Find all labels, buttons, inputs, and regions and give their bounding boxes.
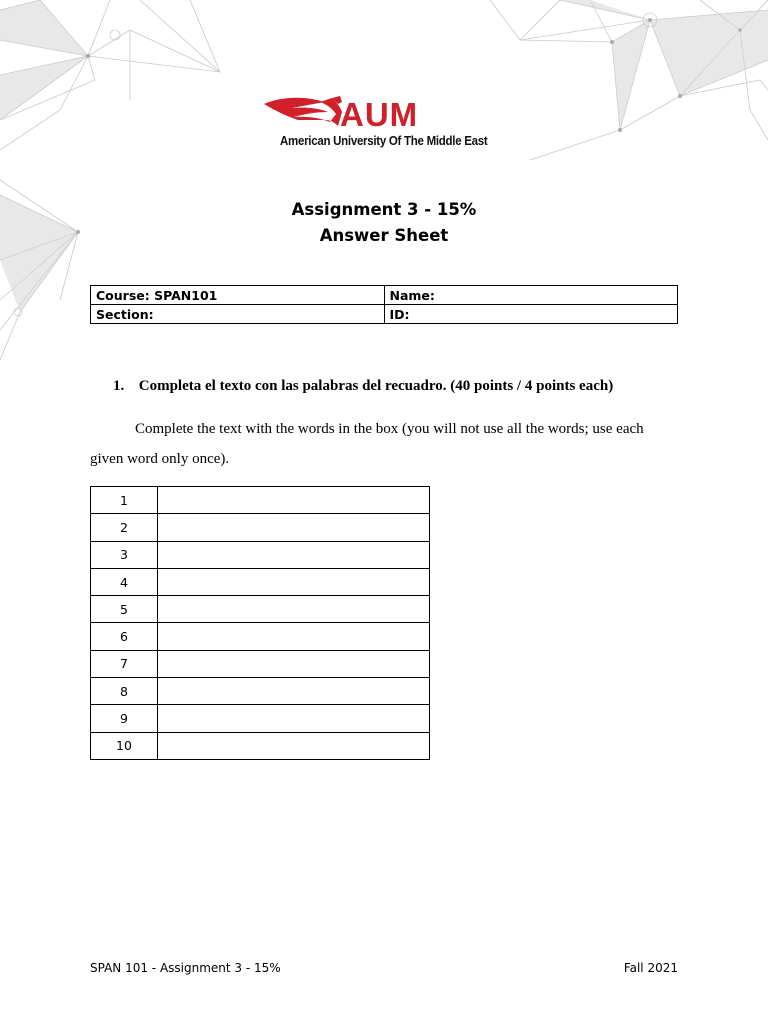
assignment-title: Assignment 3 - 15% — [291, 200, 477, 219]
answer-number-cell: 6 — [91, 623, 158, 650]
answer-number-cell: 2 — [91, 514, 158, 541]
answer-number-cell: 7 — [91, 650, 158, 677]
table-row — [91, 305, 678, 324]
answer-number-cell: 9 — [91, 705, 158, 732]
answer-input-cell[interactable] — [158, 678, 430, 705]
name-cell[interactable]: Name: — [384, 286, 678, 305]
section-cell[interactable]: Section: — [91, 305, 385, 324]
phoenix-logo-icon — [262, 94, 352, 136]
answer-input-cell[interactable] — [158, 705, 430, 732]
answer-number-cell: 4 — [91, 568, 158, 595]
table-row — [91, 596, 430, 623]
answer-input-cell[interactable] — [158, 568, 430, 595]
id-cell[interactable]: ID: — [384, 305, 678, 324]
footer-term-label: Fall 2021 — [623, 961, 678, 975]
answer-input-cell[interactable] — [158, 541, 430, 568]
answer-input-cell[interactable] — [158, 650, 430, 677]
table-row — [91, 650, 430, 677]
question-text: Completa el texto con las palabras del recuadro. (40 points / 4 points each) — [138, 378, 614, 394]
answer-number-cell: 10 — [91, 732, 158, 759]
question-number: 1. — [113, 378, 125, 394]
answer-number-cell: 5 — [91, 596, 158, 623]
question-instruction-block — [90, 415, 678, 474]
university-logo — [262, 94, 512, 152]
student-info-table — [90, 285, 678, 324]
answer-number-cell: 8 — [91, 678, 158, 705]
table-row — [91, 514, 430, 541]
answer-number-cell: 1 — [91, 487, 158, 514]
footer-course-label: SPAN 101 - Assignment 3 - 15% — [90, 961, 281, 975]
question-1-heading — [113, 378, 613, 395]
table-row — [91, 286, 678, 305]
course-cell[interactable]: Course: SPAN101 — [91, 286, 385, 305]
university-name: American University Of The Middle East — [280, 134, 488, 148]
answer-table-body — [91, 487, 430, 760]
answer-number-cell: 3 — [91, 541, 158, 568]
logo-wordmark: AUM — [340, 96, 419, 133]
answer-input-cell[interactable] — [158, 487, 430, 514]
table-row — [91, 568, 430, 595]
table-row — [91, 705, 430, 732]
table-row — [91, 541, 430, 568]
table-row — [91, 623, 430, 650]
answer-input-cell[interactable] — [158, 732, 430, 759]
answer-sheet-title: Answer Sheet — [319, 226, 449, 245]
question-instruction: Complete the text with the words in the box (you will not use all the words; use each given word only once). — [90, 421, 644, 467]
answer-table — [90, 486, 430, 760]
table-row — [91, 732, 430, 759]
table-row — [91, 487, 430, 514]
table-row — [91, 678, 430, 705]
answer-input-cell[interactable] — [158, 514, 430, 541]
answer-input-cell[interactable] — [158, 623, 430, 650]
answer-input-cell[interactable] — [158, 596, 430, 623]
